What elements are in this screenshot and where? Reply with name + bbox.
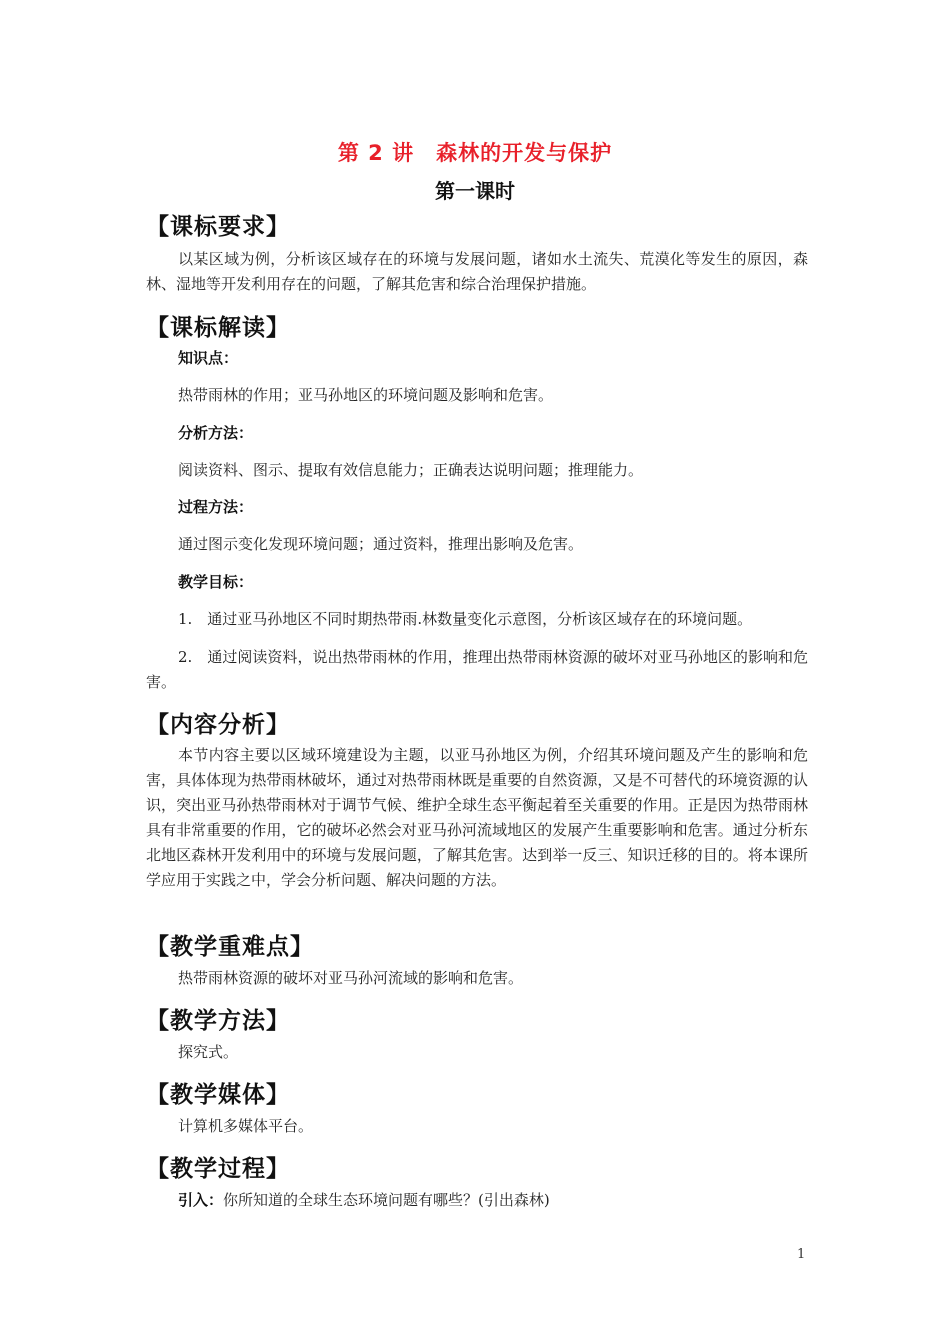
intro-text: 你所知道的全球生态环境问题有哪些？(引出森林) (223, 1191, 550, 1209)
process-method-label: 过程方法： (178, 498, 254, 516)
key-points-text: 热带雨林资源的破坏对亚马孙河流域的影响和危害。 (178, 969, 524, 987)
teaching-method-text: 探究式。 (178, 1043, 239, 1061)
knowledge-label: 知识点： (178, 349, 239, 367)
document-subtitle: 第一课时 (435, 179, 515, 203)
process-method-text: 通过图示变化发现环境问题；通过资料，推理出影响及危害。 (178, 535, 584, 553)
section-heading-curriculum-interpretation: 【课标解读】 (146, 315, 290, 341)
teaching-media-text: 计算机多媒体平台。 (178, 1117, 314, 1135)
section-heading-teaching-method: 【教学方法】 (146, 1008, 290, 1034)
teaching-goal-1: 1. 通过亚马孙地区不同时期热带雨.林数量变化示意图，分析该区域存在的环境问题。 (178, 610, 753, 628)
section-heading-teaching-media: 【教学媒体】 (146, 1082, 290, 1108)
intro-label: 引入： (178, 1191, 224, 1209)
knowledge-text: 热带雨林的作用；亚马孙地区的环境问题及影响和危害。 (178, 386, 554, 404)
section-heading-teaching-process: 【教学过程】 (146, 1156, 290, 1182)
teaching-process-intro (178, 1188, 550, 1213)
content-analysis-text: 本节内容主要以区域环境建设为主题，以亚马孙地区为例，介绍其环境问题及产生的影响和危害，具体体现为热带雨林破坏，通过对热带雨林既是重要的自然资源，又是不可替代的环境资源的认识，突出亚马孙热带雨林对于调节气候、维护全球生态平衡起着至关重要的作用。正是因为热带雨林具有非常重要的作用，它的破坏必然会对亚马孙河流域地区的发展产生重要影响和危害。通过分析东北地区森林开发利用中的环境与发展问题，了解其危害。达到举一反三、知识迁移的目的。将本课所学应用于实践之中，学会分析问题、解决问题的方法。 (146, 746, 808, 889)
analysis-method-text: 阅读资料、图示、提取有效信息能力；正确表达说明问题；推理能力。 (178, 461, 644, 479)
section-heading-content-analysis: 【内容分析】 (146, 712, 290, 738)
teaching-goals-label: 教学目标： (178, 573, 254, 591)
section-heading-curriculum-requirements: 【课标要求】 (146, 214, 290, 240)
curriculum-requirements-text: 以某区域为例，分析该区域存在的环境与发展问题，诸如水土流失、荒漠化等发生的原因，森林、湿地等开发利用存在的问题，了解其危害和综合治理保护措施。 (146, 250, 808, 293)
section-heading-key-points: 【教学重难点】 (146, 934, 314, 960)
document-title: 第 2 讲 森林的开发与保护 (337, 141, 613, 165)
analysis-method-label: 分析方法： (178, 424, 254, 442)
teaching-goal-2: 2. 通过阅读资料，说出热带雨林的作用，推理出热带雨林资源的破坏对亚马孙地区的影响和危害。 (146, 648, 808, 691)
page-number: 1 (797, 1247, 806, 1262)
